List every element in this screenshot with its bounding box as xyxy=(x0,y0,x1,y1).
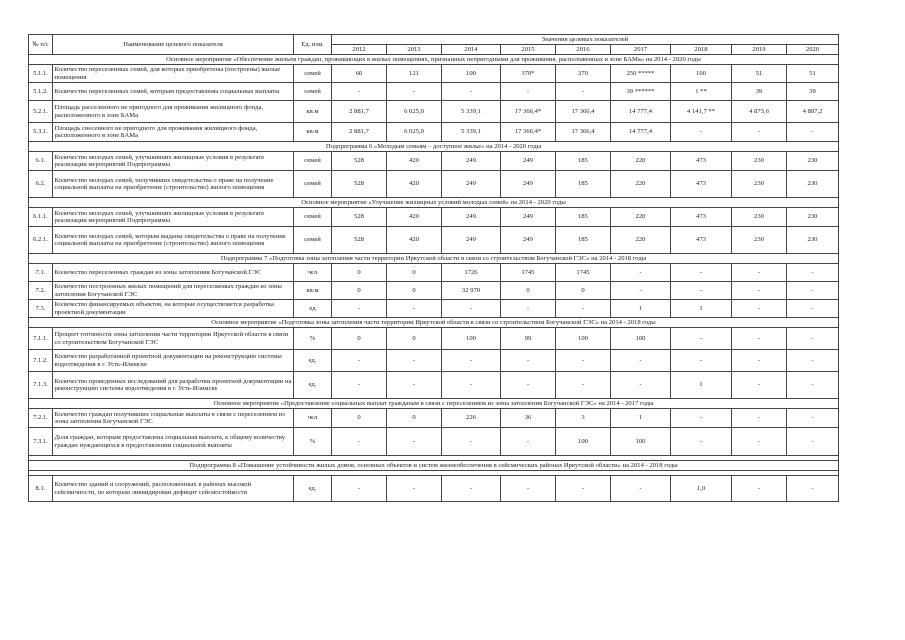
header-values: Значения целевых показателей xyxy=(332,35,839,45)
indicator-name: Количество разработанной проектной документации на реконструкцию системы водоотведения в г. Усть-Илимске xyxy=(53,350,294,372)
value-cell: 4 141,7 ** xyxy=(671,101,732,123)
value-cell: 420 xyxy=(387,152,442,171)
unit-cell: кв.м xyxy=(294,101,332,123)
value-cell: 220 xyxy=(611,152,671,171)
value-cell: - xyxy=(556,350,611,372)
value-cell: 100 xyxy=(556,328,611,350)
value-cell: 99 xyxy=(501,328,556,350)
value-cell: 14 777,4 xyxy=(611,101,671,123)
indicator-name: Количество граждан получивших социальные выплаты в связи с переселением из зоны затопления Богучанской ГЭС xyxy=(53,409,294,428)
value-cell: - xyxy=(442,372,501,399)
table-row xyxy=(29,350,839,372)
indicator-name: Количество молодых семей, улучшивших жилищные условия в результате реализации мероприятий Подпрограммы xyxy=(53,152,294,171)
value-cell: 420 xyxy=(387,208,442,227)
value-cell: - xyxy=(611,372,671,399)
indicator-name: Количество зданий и сооружений, расположенных в районах высокой сейсмичности, по которым ликвидирован дефицит сейсмостойкости xyxy=(53,476,294,502)
table-row xyxy=(29,208,839,227)
indicator-name: Площадь снесенного не пригодного для проживания жилищного фонда, расположенного в зоне БАМа xyxy=(53,123,294,142)
value-cell: - xyxy=(501,350,556,372)
value-cell: - xyxy=(671,409,732,428)
value-cell: 0 xyxy=(501,282,556,300)
row-number: 7.1.2. xyxy=(29,350,53,372)
table-row xyxy=(29,328,839,350)
value-cell: 4 873,6 xyxy=(732,101,787,123)
value-cell: 0 xyxy=(387,264,442,282)
value-cell: 220 xyxy=(611,227,671,254)
value-cell: 1 xyxy=(671,372,732,399)
value-cell: 1745 xyxy=(501,264,556,282)
value-cell: 249 xyxy=(442,227,501,254)
header-year: 2013 xyxy=(387,45,442,55)
value-cell: - xyxy=(671,282,732,300)
value-cell: - xyxy=(732,264,787,282)
value-cell: 39 xyxy=(732,83,787,101)
value-cell: 0 xyxy=(332,282,387,300)
value-cell: 100 xyxy=(611,428,671,456)
section-row xyxy=(29,142,839,152)
unit-cell: чел xyxy=(294,264,332,282)
table-row xyxy=(29,409,839,428)
table-body xyxy=(29,55,839,502)
table-row xyxy=(29,428,839,456)
value-cell: 185 xyxy=(556,152,611,171)
value-cell: - xyxy=(787,409,839,428)
section-row xyxy=(29,198,839,208)
value-cell: 0 xyxy=(332,328,387,350)
value-cell: 5 339,1 xyxy=(442,123,501,142)
row-number: 5.3.1. xyxy=(29,123,53,142)
value-cell: - xyxy=(387,428,442,456)
value-cell: 226 xyxy=(442,409,501,428)
value-cell: - xyxy=(501,372,556,399)
section-title: Подпрограмма 6 «Молодым семьям – доступное жилье» на 2014 - 2020 годы xyxy=(29,142,839,152)
value-cell: 0 xyxy=(556,282,611,300)
value-cell: 370* xyxy=(501,65,556,83)
section-title: Основное мероприятие «Обеспечение жильем граждан, проживающих в жилых помещениях, признанных непригодными для проживания, расположенных в зоне БАМа» на 2014 - 2020 годы xyxy=(29,55,839,65)
unit-cell: ед. xyxy=(294,350,332,372)
value-cell: - xyxy=(611,264,671,282)
unit-cell: кв.м xyxy=(294,282,332,300)
value-cell: 1 xyxy=(671,300,732,318)
header-year: 2018 xyxy=(671,45,732,55)
unit-cell: семей xyxy=(294,171,332,198)
value-cell: 3 xyxy=(556,409,611,428)
value-cell: 473 xyxy=(671,227,732,254)
indicator-name: Площадь расселенного не пригодного для проживания жилищного фонда, расположенного в зоне БАМа xyxy=(53,101,294,123)
value-cell: 17 366,4* xyxy=(501,101,556,123)
indicator-name: Количество молодых семей, улучшивших жилищные условия в результате реализации мероприятий Подпрограммы xyxy=(53,208,294,227)
header-unit: Ед. изм. xyxy=(294,35,332,55)
value-cell: 1 xyxy=(611,409,671,428)
value-cell: 185 xyxy=(556,171,611,198)
value-cell: - xyxy=(556,372,611,399)
value-cell: - xyxy=(611,476,671,502)
row-number: 6.1. xyxy=(29,152,53,171)
table-row xyxy=(29,227,839,254)
value-cell: 0 xyxy=(387,282,442,300)
row-number: 7.1.1. xyxy=(29,328,53,350)
value-cell: 51 xyxy=(732,65,787,83)
header-year: 2019 xyxy=(732,45,787,55)
value-cell: 473 xyxy=(671,152,732,171)
row-number: 6.2.1. xyxy=(29,227,53,254)
row-number: 6.1.1. xyxy=(29,208,53,227)
indicator-name: Количество переселенных граждан из зоны затопления Богучанской ГЭС xyxy=(53,264,294,282)
unit-cell: чел xyxy=(294,409,332,428)
indicator-name: Количество переселенных семей, для которых приобретены (построены) жилые помещения xyxy=(53,65,294,83)
row-number: 7.3. xyxy=(29,300,53,318)
value-cell: - xyxy=(787,428,839,456)
value-cell: 1 xyxy=(611,300,671,318)
value-cell: 185 xyxy=(556,208,611,227)
row-number: 7.3.1. xyxy=(29,428,53,456)
value-cell: 39 xyxy=(787,83,839,101)
row-number: 7.1. xyxy=(29,264,53,282)
table-row xyxy=(29,476,839,502)
value-cell: - xyxy=(787,264,839,282)
indicator-name: Количество молодых семей, получивших свидетельства о праве на получение социальной выплаты на приобретение (строительство) жилого помещения xyxy=(53,171,294,198)
value-cell: - xyxy=(501,476,556,502)
value-cell: 528 xyxy=(332,171,387,198)
unit-cell: % xyxy=(294,428,332,456)
table-row xyxy=(29,152,839,171)
value-cell: 1726 xyxy=(442,264,501,282)
value-cell: 100 xyxy=(611,328,671,350)
value-cell: 121 xyxy=(387,65,442,83)
section-title: Основное мероприятие «Улучшение жилищных условий молодых семей» на 2014 - 2020 годы xyxy=(29,198,839,208)
value-cell: 51 xyxy=(787,65,839,83)
value-cell: 100 xyxy=(556,428,611,456)
value-cell: - xyxy=(332,350,387,372)
value-cell: - xyxy=(671,350,732,372)
indicator-name: Количество проведенных исследований для разработки проектной документации на реконструкцию системы водоотведения в г. Усть-Илимске xyxy=(53,372,294,399)
value-cell: - xyxy=(732,409,787,428)
value-cell: - xyxy=(732,328,787,350)
value-cell: 100 xyxy=(671,65,732,83)
value-cell: 0 xyxy=(387,328,442,350)
value-cell: 249 xyxy=(442,171,501,198)
unit-cell: ед. xyxy=(294,372,332,399)
value-cell: 220 xyxy=(611,171,671,198)
value-cell: 420 xyxy=(387,171,442,198)
indicator-name: Доля граждан, которым предоставлена социальная выплата, к общему количеству граждан нуждающихся в предоставлении социальной выплаты xyxy=(53,428,294,456)
unit-cell: семей xyxy=(294,208,332,227)
value-cell: 249 xyxy=(501,227,556,254)
value-cell: 5 339,1 xyxy=(442,101,501,123)
value-cell: 230 xyxy=(732,171,787,198)
value-cell: 0 xyxy=(332,409,387,428)
value-cell: - xyxy=(387,300,442,318)
document-page xyxy=(28,34,838,502)
value-cell: 230 xyxy=(732,208,787,227)
section-title: Основное мероприятие «Подготовка зоны затопления части территории Иркутской области в связи со строительством Богучанской ГЭС» на 2014 - 2018 годы xyxy=(29,318,839,328)
section-title: Подпрограмма 8 «Повышение устойчивости жилых домов, основных объектов и систем жизнеобеспечения в сейсмических районах Иркутской области» на 2014 - 2018 годы xyxy=(29,461,839,471)
value-cell: 528 xyxy=(332,227,387,254)
value-cell: - xyxy=(732,123,787,142)
header-number: № п/с xyxy=(29,35,53,55)
value-cell: - xyxy=(332,372,387,399)
section-row xyxy=(29,461,839,471)
value-cell: 220 xyxy=(611,208,671,227)
row-number: 6.2. xyxy=(29,171,53,198)
table-row xyxy=(29,65,839,83)
value-cell: - xyxy=(787,350,839,372)
value-cell: - xyxy=(732,372,787,399)
value-cell: - xyxy=(611,282,671,300)
value-cell: - xyxy=(332,428,387,456)
value-cell: 14 777,4 xyxy=(611,123,671,142)
unit-cell: % xyxy=(294,328,332,350)
value-cell: - xyxy=(501,428,556,456)
value-cell: - xyxy=(332,476,387,502)
value-cell: 100 xyxy=(442,328,501,350)
unit-cell: ед xyxy=(294,300,332,318)
value-cell: 230 xyxy=(787,171,839,198)
value-cell: 36 xyxy=(501,409,556,428)
section-row xyxy=(29,399,839,409)
value-cell: 473 xyxy=(671,171,732,198)
value-cell: - xyxy=(732,350,787,372)
value-cell: 39 ****** xyxy=(611,83,671,101)
value-cell: 32 970 xyxy=(442,282,501,300)
value-cell: 0 xyxy=(332,264,387,282)
value-cell: 6 025,0 xyxy=(387,123,442,142)
value-cell: 2 881,7 xyxy=(332,123,387,142)
value-cell: 230 xyxy=(732,227,787,254)
value-cell: - xyxy=(611,350,671,372)
value-cell: - xyxy=(787,328,839,350)
value-cell: - xyxy=(387,83,442,101)
row-number: 7.2. xyxy=(29,282,53,300)
unit-cell: семей xyxy=(294,152,332,171)
section-title: Подпрограмма 7 «Подготовка зоны затопления части территории Иркутской области в связи со строительством Богучанской ГЭС» на 2014 - 2018 годы xyxy=(29,254,839,264)
section-row xyxy=(29,55,839,65)
value-cell: 420 xyxy=(387,227,442,254)
unit-cell: семей xyxy=(294,83,332,101)
value-cell: 528 xyxy=(332,152,387,171)
value-cell: - xyxy=(332,300,387,318)
row-number: 7.1.3. xyxy=(29,372,53,399)
header-indicator-name: Наименование целевого показателя xyxy=(53,35,294,55)
unit-cell: ед. xyxy=(294,476,332,502)
row-number: 8.1. xyxy=(29,476,53,502)
value-cell: - xyxy=(442,428,501,456)
value-cell: 1745 xyxy=(556,264,611,282)
value-cell: - xyxy=(787,300,839,318)
table-row xyxy=(29,171,839,198)
value-cell: 185 xyxy=(556,227,611,254)
value-cell: 100 xyxy=(442,65,501,83)
header-year: 2017 xyxy=(611,45,671,55)
value-cell: 473 xyxy=(671,208,732,227)
value-cell: 230 xyxy=(787,227,839,254)
value-cell: - xyxy=(671,328,732,350)
indicator-name: Процент готовности зоны затопления части территории Иркутской области в связи со строительством Богучанской ГЭС xyxy=(53,328,294,350)
value-cell: 249 xyxy=(501,152,556,171)
header-year: 2016 xyxy=(556,45,611,55)
value-cell: - xyxy=(671,123,732,142)
value-cell: - xyxy=(501,300,556,318)
value-cell: 370 xyxy=(556,65,611,83)
indicator-name: Количество построенных жилых помещений для переселяемых граждан из зоны затопления Богучанской ГЭС xyxy=(53,282,294,300)
value-cell: 60 xyxy=(332,65,387,83)
header-year: 2012 xyxy=(332,45,387,55)
value-cell: - xyxy=(671,264,732,282)
value-cell: - xyxy=(387,476,442,502)
table-row xyxy=(29,83,839,101)
value-cell: - xyxy=(787,123,839,142)
value-cell: - xyxy=(671,428,732,456)
value-cell: 230 xyxy=(787,152,839,171)
value-cell: - xyxy=(787,476,839,502)
row-number: 5.1.2. xyxy=(29,83,53,101)
value-cell: 1,0 xyxy=(671,476,732,502)
value-cell: - xyxy=(442,300,501,318)
unit-cell: семей xyxy=(294,227,332,254)
section-row xyxy=(29,318,839,328)
value-cell: 0 xyxy=(387,409,442,428)
value-cell: - xyxy=(442,476,501,502)
value-cell: - xyxy=(442,350,501,372)
value-cell: - xyxy=(787,372,839,399)
table-row xyxy=(29,282,839,300)
value-cell: - xyxy=(732,282,787,300)
value-cell: 230 xyxy=(787,208,839,227)
section-title: Основное мероприятие «Предоставление социальных выплат гражданам в связи с переселением из зоны затопления Богучанской ГЭС» на 2014 - 2017 годы xyxy=(29,399,839,409)
table-row xyxy=(29,264,839,282)
target-indicators-table xyxy=(28,34,839,502)
value-cell: 17 366,4 xyxy=(556,101,611,123)
value-cell: 249 xyxy=(442,208,501,227)
value-cell: 4 887,2 xyxy=(787,101,839,123)
value-cell: 249 xyxy=(501,171,556,198)
unit-cell: кв.м xyxy=(294,123,332,142)
value-cell: - xyxy=(442,83,501,101)
value-cell: - xyxy=(732,428,787,456)
value-cell: 249 xyxy=(501,208,556,227)
value-cell: 17 366,4* xyxy=(501,123,556,142)
value-cell: 17 366,4 xyxy=(556,123,611,142)
value-cell: 250 ***** xyxy=(611,65,671,83)
row-number: 5.2.1. xyxy=(29,101,53,123)
indicator-name: Количество молодых семей, которым выданы свидетельства о праве на получение социальной выплаты на приобретение (строительство) жилого помещения xyxy=(53,227,294,254)
value-cell: - xyxy=(387,350,442,372)
table-row xyxy=(29,123,839,142)
value-cell: - xyxy=(787,282,839,300)
value-cell: - xyxy=(387,372,442,399)
indicator-name: Количество переселенных семей, которым предоставлены социальные выплаты xyxy=(53,83,294,101)
value-cell: - xyxy=(556,300,611,318)
value-cell: 249 xyxy=(442,152,501,171)
table-row xyxy=(29,300,839,318)
value-cell: 6 025,0 xyxy=(387,101,442,123)
row-number: 5.1.1. xyxy=(29,65,53,83)
row-number: 7.2.1. xyxy=(29,409,53,428)
header-year: 2015 xyxy=(501,45,556,55)
value-cell: 230 xyxy=(732,152,787,171)
value-cell: - xyxy=(556,83,611,101)
indicator-name: Количество финансируемых объектов, на которые осуществляется разработка проектной документации xyxy=(53,300,294,318)
section-row xyxy=(29,254,839,264)
unit-cell: семей xyxy=(294,65,332,83)
table-row xyxy=(29,101,839,123)
header-year: 2014 xyxy=(442,45,501,55)
value-cell: - xyxy=(732,300,787,318)
value-cell: - xyxy=(332,83,387,101)
table-row xyxy=(29,372,839,399)
value-cell: - xyxy=(501,83,556,101)
value-cell: 528 xyxy=(332,208,387,227)
header-year: 2020 xyxy=(787,45,839,55)
value-cell: 2 881,7 xyxy=(332,101,387,123)
value-cell: - xyxy=(732,476,787,502)
value-cell: - xyxy=(556,476,611,502)
value-cell: 1 ** xyxy=(671,83,732,101)
